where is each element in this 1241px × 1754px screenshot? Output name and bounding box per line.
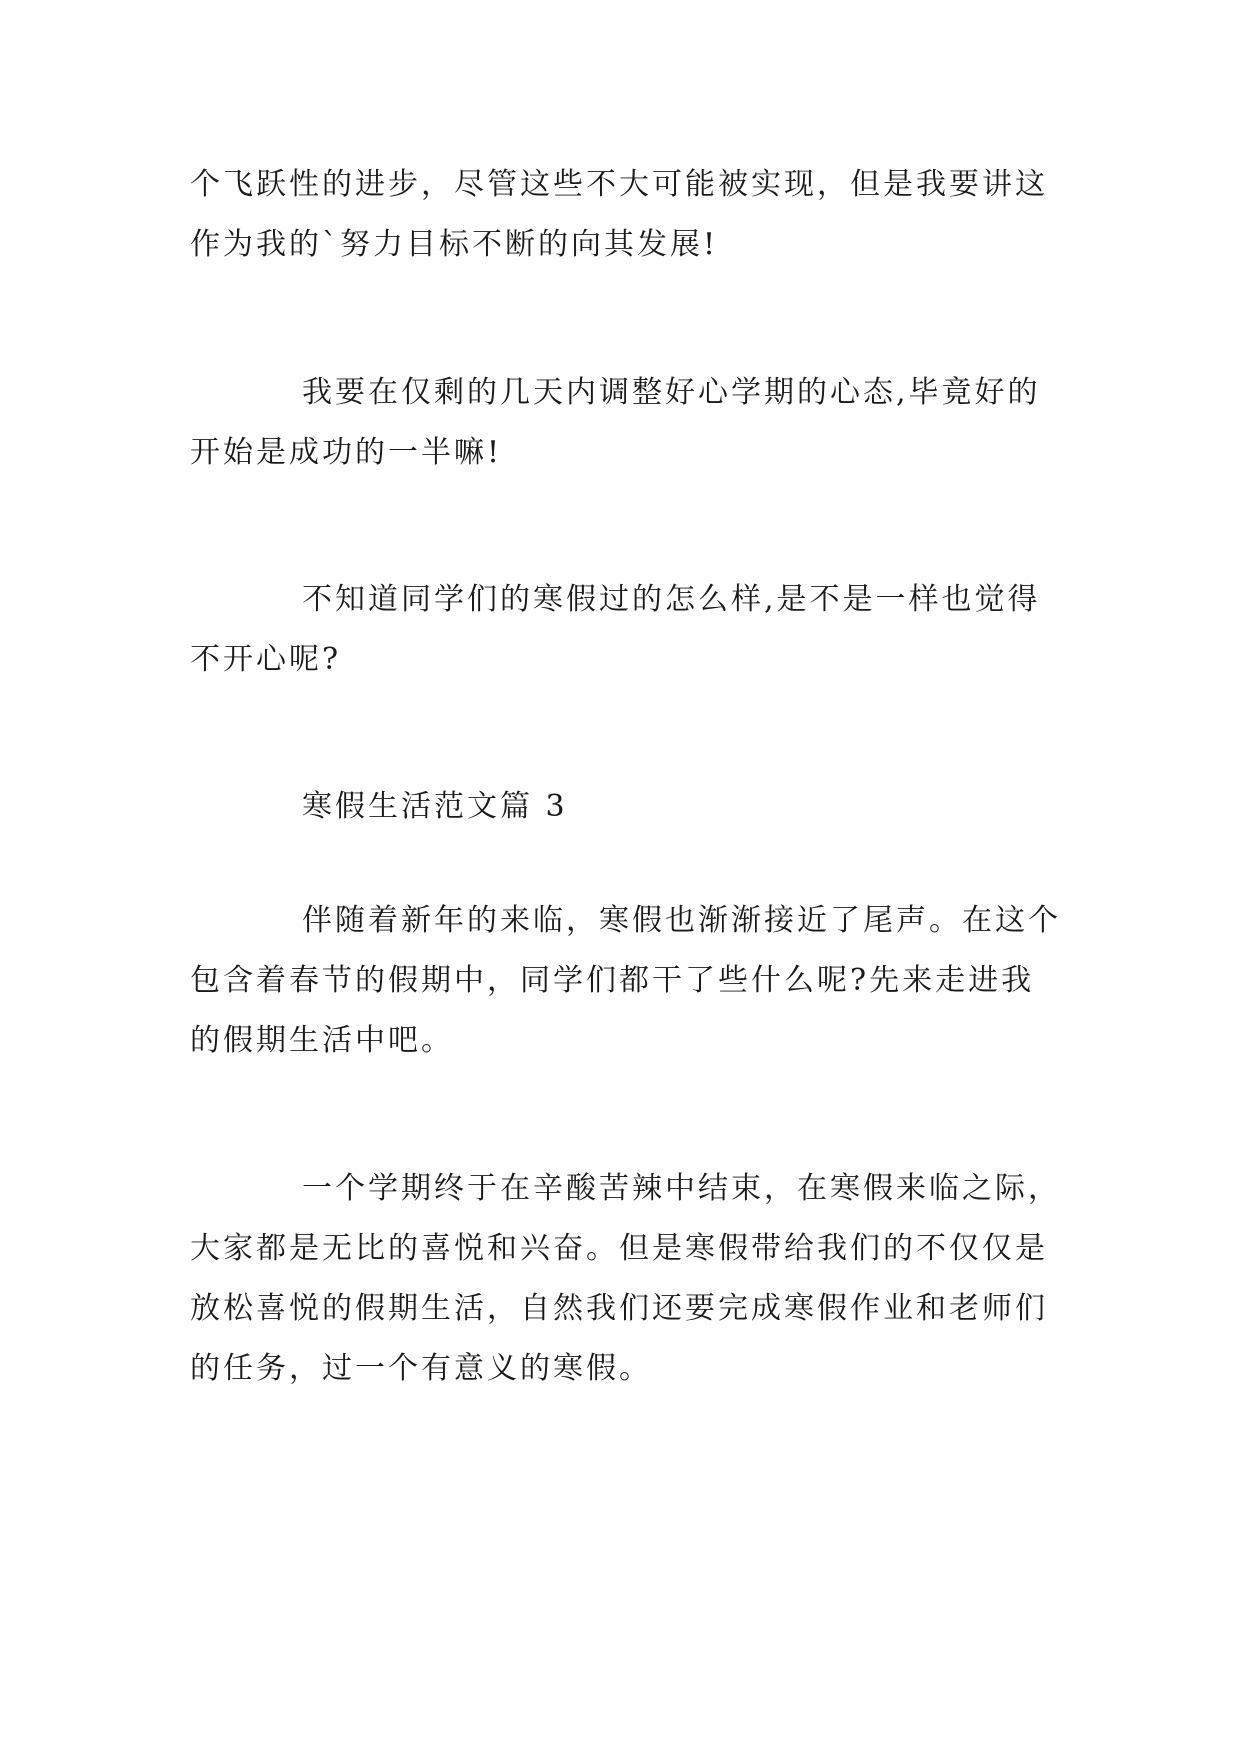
paragraph-5-line-2: 大家都是无比的喜悦和兴奋。但是寒假带给我们的不仅仅是	[190, 1231, 1048, 1266]
paragraph-5-line-1: 一个学期终于在辛酸苦辣中结束，在寒假来临之际，	[302, 1171, 1061, 1206]
paragraph-3-line-1: 不知道同学们的寒假过的怎么样,是不是一样也觉得	[302, 582, 1041, 617]
paragraph-5-line-3: 放松喜悦的假期生活，自然我们还要完成寒假作业和老师们	[190, 1291, 1048, 1326]
paragraph-4-line-3: 的假期生活中吧。	[190, 1023, 454, 1058]
paragraph-1-line-2: 作为我的`努力目标不断的向其发展!	[190, 227, 719, 262]
paragraph-1-line-1: 个飞跃性的进步，尽管这些不大可能被实现，但是我要讲这	[190, 167, 1048, 202]
paragraph-2-line-2: 开始是成功的一半嘛!	[190, 435, 503, 470]
paragraph-5-line-4: 的任务，过一个有意义的寒假。	[190, 1351, 652, 1386]
paragraph-4-line-2: 包含着春节的假期中，同学们都干了些什么呢?先来走进我	[190, 963, 1035, 998]
section-heading: 寒假生活范文篇 3	[302, 789, 568, 824]
paragraph-2-line-1: 我要在仅剩的几天内调整好心学期的心态,毕竟好的	[302, 375, 1041, 410]
paragraph-3-line-2: 不开心呢?	[190, 642, 342, 677]
paragraph-4-line-1: 伴随着新年的来临，寒假也渐渐接近了尾声。在这个	[302, 903, 1061, 938]
